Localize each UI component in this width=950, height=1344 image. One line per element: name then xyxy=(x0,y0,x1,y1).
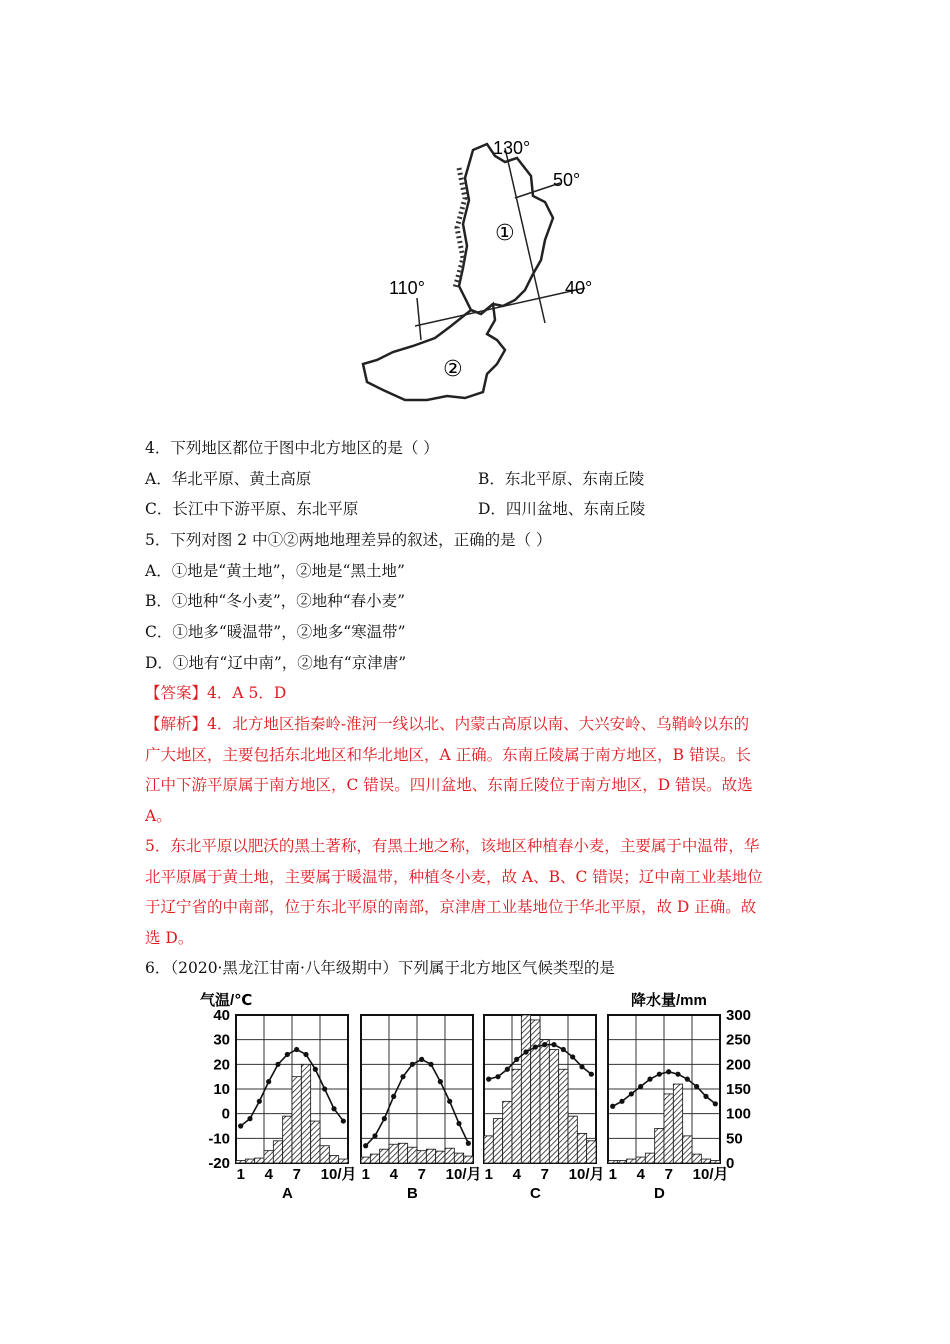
precip-bar xyxy=(568,1116,577,1163)
temperature-point xyxy=(486,1077,491,1082)
precip-bar xyxy=(408,1147,417,1163)
month-tick-label: 1 xyxy=(484,1166,494,1183)
temperature-point xyxy=(666,1069,671,1074)
precip-tick-label: 0 xyxy=(726,1155,735,1172)
temperature-point xyxy=(694,1084,699,1089)
temperature-point xyxy=(647,1077,652,1082)
precip-bar xyxy=(673,1084,682,1163)
month-tick-label: 4 xyxy=(636,1166,646,1183)
precip-bar xyxy=(245,1159,254,1163)
temperature-point xyxy=(570,1054,575,1059)
precip-bar xyxy=(521,1015,530,1163)
precip-bar xyxy=(577,1133,586,1163)
temperature-point xyxy=(703,1094,708,1099)
temperature-point xyxy=(579,1064,584,1069)
parallel-40 xyxy=(415,288,585,326)
q4-option-a: A．华北平原、黄土高原 xyxy=(145,470,312,488)
label-lon130: 130° xyxy=(493,138,531,158)
month-tick-label: 4 xyxy=(264,1166,274,1183)
temperature-point xyxy=(675,1072,680,1077)
temperature-point xyxy=(533,1044,538,1049)
precip-bar xyxy=(559,1069,568,1163)
precip-bar xyxy=(636,1157,645,1163)
precip-bar xyxy=(283,1116,292,1163)
temperature-point xyxy=(322,1086,327,1091)
temperature-point xyxy=(313,1067,318,1072)
precip-axis-title: 降水量/mm xyxy=(631,992,707,1009)
precip-bar xyxy=(587,1141,596,1163)
month-tick-label: 1 xyxy=(361,1166,371,1183)
temperature-point xyxy=(285,1052,290,1057)
precip-bar xyxy=(273,1141,282,1163)
precip-bar xyxy=(320,1146,329,1163)
temperature-point xyxy=(657,1072,662,1077)
precip-bar xyxy=(389,1144,398,1163)
label-lat50: 50° xyxy=(553,170,581,190)
temperature-point xyxy=(266,1079,271,1084)
temperature-point xyxy=(275,1062,280,1067)
precip-tick-label: 250 xyxy=(726,1031,752,1049)
month-tick-label: 10/月 xyxy=(445,1166,482,1183)
precip-bar xyxy=(540,1040,549,1163)
analysis-line-5: 5．东北平原以肥沃的黑土著称，有黑土地之称，该地区种植春小麦，主要属于中温带，华 xyxy=(145,837,760,855)
precip-tick-label: 200 xyxy=(726,1056,752,1074)
q5-option-a: A．①地是“黄土地”，②地是“黑土地” xyxy=(145,562,405,580)
temp-tick-label: 30 xyxy=(213,1031,230,1049)
month-tick-label: 4 xyxy=(389,1166,399,1183)
panel-label-d: D xyxy=(654,1185,665,1202)
temp-tick-label: 40 xyxy=(213,1007,230,1024)
month-tick-label: 10/月 xyxy=(568,1166,605,1183)
temperature-point xyxy=(238,1123,243,1128)
precip-tick-label: 100 xyxy=(726,1105,752,1123)
region-map xyxy=(355,128,620,418)
analysis-line-4: A。 xyxy=(145,807,172,825)
precip-bar xyxy=(645,1153,654,1163)
q5-stem: 5．下列对图 2 中①②两地地理差异的叙述，正确的是（ ） xyxy=(145,531,552,549)
precip-bar xyxy=(692,1154,701,1163)
temp-tick-label: 10 xyxy=(213,1081,230,1098)
analysis-line-1: 【解析】4．北方地区指秦岭-淮河一线以北、内蒙古高原以南、大兴安岭、乌鞘岭以东的 xyxy=(145,715,750,733)
month-tick-label: 1 xyxy=(236,1166,246,1183)
month-tick-label: 10/月 xyxy=(320,1166,357,1183)
panel-label-c: C xyxy=(530,1185,541,1202)
climate-charts xyxy=(196,985,756,1205)
temperature-point xyxy=(505,1067,510,1072)
precip-bar xyxy=(264,1151,273,1163)
temperature-point xyxy=(447,1099,452,1104)
temperature-point xyxy=(419,1057,424,1062)
month-tick-label: 7 xyxy=(417,1166,427,1183)
precip-bar xyxy=(380,1149,389,1163)
precip-bar xyxy=(531,1020,540,1163)
precip-tick-label: 50 xyxy=(726,1130,743,1148)
precip-bar xyxy=(417,1151,426,1163)
temperature-point xyxy=(456,1121,461,1126)
label-region1: ① xyxy=(495,220,515,245)
precip-tick-label: 150 xyxy=(726,1081,752,1098)
temperature-point xyxy=(400,1074,405,1079)
analysis-line-6: 北平原属于黄土地，主要属于暖温带，种植冬小麦，故 A、B、C 错误；辽中南工业基地位 xyxy=(145,868,763,886)
precip-bar xyxy=(484,1136,493,1163)
precip-bar xyxy=(255,1158,264,1163)
temperature-point xyxy=(551,1042,556,1047)
precip-bar xyxy=(370,1154,379,1163)
analysis-line-7: 于辽宁省的中南部，位于东北平原的南部，京津唐工业基地位于华北平原，故 D 正确。故 xyxy=(145,898,757,916)
temperature-point xyxy=(438,1079,443,1084)
precip-bar xyxy=(329,1156,338,1163)
label-lat40: 40° xyxy=(565,278,593,298)
precip-bar xyxy=(339,1159,348,1163)
precip-bar xyxy=(493,1119,502,1163)
precip-bar xyxy=(701,1159,710,1163)
temperature-point xyxy=(638,1084,643,1089)
temperature-point xyxy=(247,1116,252,1121)
temp-tick-label: 0 xyxy=(221,1105,230,1123)
temperature-point xyxy=(685,1077,690,1082)
temperature-point xyxy=(466,1141,471,1146)
meridian-110 xyxy=(417,298,421,340)
q5-option-d: D．①地有“辽中南”，②地有“京津唐” xyxy=(145,654,407,672)
q4-stem: 4．下列地区都位于图中北方地区的是（ ） xyxy=(145,439,439,457)
temp-tick-label: 20 xyxy=(213,1056,230,1074)
month-tick-label: 7 xyxy=(540,1166,550,1183)
precip-bar xyxy=(512,1069,521,1163)
temperature-point xyxy=(410,1062,415,1067)
temperature-point xyxy=(713,1101,718,1106)
month-tick-label: 4 xyxy=(512,1166,522,1183)
temperature-point xyxy=(382,1116,387,1121)
q6-stem: 6．（2020·黑龙江甘南·八年级期中）下列属于北方地区气候类型的是 xyxy=(145,959,615,977)
temperature-point xyxy=(610,1104,615,1109)
temperature-point xyxy=(391,1094,396,1099)
temperature-point xyxy=(294,1047,299,1052)
panel-label-b: B xyxy=(407,1185,418,1202)
analysis-line-8: 选 D。 xyxy=(145,929,194,947)
temperature-point xyxy=(331,1106,336,1111)
temperature-point xyxy=(542,1042,547,1047)
month-tick-label: 7 xyxy=(664,1166,674,1183)
temperature-point xyxy=(363,1143,368,1148)
precip-bar xyxy=(711,1161,720,1163)
temperature-point xyxy=(372,1133,377,1138)
q4-option-d: D．四川盆地、东南丘陵 xyxy=(478,500,646,518)
temperature-point xyxy=(257,1099,262,1104)
temperature-point xyxy=(495,1074,500,1079)
temp-tick-label: -10 xyxy=(208,1130,230,1148)
temperature-point xyxy=(341,1118,346,1123)
precip-bar xyxy=(398,1143,407,1163)
label-region2: ② xyxy=(443,356,463,381)
temperature-point xyxy=(303,1052,308,1057)
analysis-line-3: 江中下游平原属于南方地区，C 错误。四川盆地、东南丘陵位于南方地区，D 错误。故选 xyxy=(145,776,753,794)
precip-bar xyxy=(655,1128,664,1163)
month-tick-label: 10/月 xyxy=(692,1166,729,1183)
temp-tick-label: -20 xyxy=(208,1155,230,1172)
month-tick-label: 1 xyxy=(608,1166,618,1183)
precip-bar xyxy=(464,1156,473,1163)
temperature-point xyxy=(428,1062,433,1067)
region2-outline xyxy=(363,304,505,400)
precip-bar xyxy=(426,1149,435,1163)
precip-bar xyxy=(503,1101,512,1163)
temperature-point xyxy=(629,1091,634,1096)
precip-tick-label: 300 xyxy=(726,1007,752,1024)
temperature-point xyxy=(514,1057,519,1062)
precip-bar xyxy=(683,1136,692,1163)
precip-bar xyxy=(608,1161,617,1163)
precip-bar xyxy=(311,1121,320,1163)
temperature-point xyxy=(561,1047,566,1052)
analysis-line-2: 广大地区，主要包括东北地区和华北地区，A 正确。东南丘陵属于南方地区，B 错误。长 xyxy=(145,746,751,764)
temperature-point xyxy=(523,1049,528,1054)
precip-bar xyxy=(664,1094,673,1163)
precip-bar xyxy=(361,1157,370,1163)
precip-bar xyxy=(436,1151,445,1163)
precip-bar xyxy=(549,1050,558,1163)
month-tick-label: 7 xyxy=(292,1166,302,1183)
precip-bar xyxy=(301,1064,310,1163)
precip-bar xyxy=(454,1153,463,1163)
label-lon110: 110° xyxy=(389,278,425,298)
q5-option-c: C．①地多“暖温带”，②地多“寒温带” xyxy=(145,623,406,641)
temperature-point xyxy=(589,1072,594,1077)
precip-bar xyxy=(236,1161,245,1163)
q4-option-c: C．长江中下游平原、东北平原 xyxy=(145,500,359,518)
panel-label-a: A xyxy=(282,1185,293,1202)
precip-bar xyxy=(617,1161,626,1163)
q4-option-b: B．东北平原、东南丘陵 xyxy=(478,470,645,488)
temperature-point xyxy=(619,1099,624,1104)
precip-bar xyxy=(627,1159,636,1163)
precip-bar xyxy=(445,1148,454,1163)
q5-option-b: B．①地种“冬小麦”，②地种“春小麦” xyxy=(145,592,406,610)
precip-bar xyxy=(292,1077,301,1163)
temp-axis-title: 气温/℃ xyxy=(200,992,253,1009)
answer-line: 【答案】4．A 5．D xyxy=(145,684,287,702)
